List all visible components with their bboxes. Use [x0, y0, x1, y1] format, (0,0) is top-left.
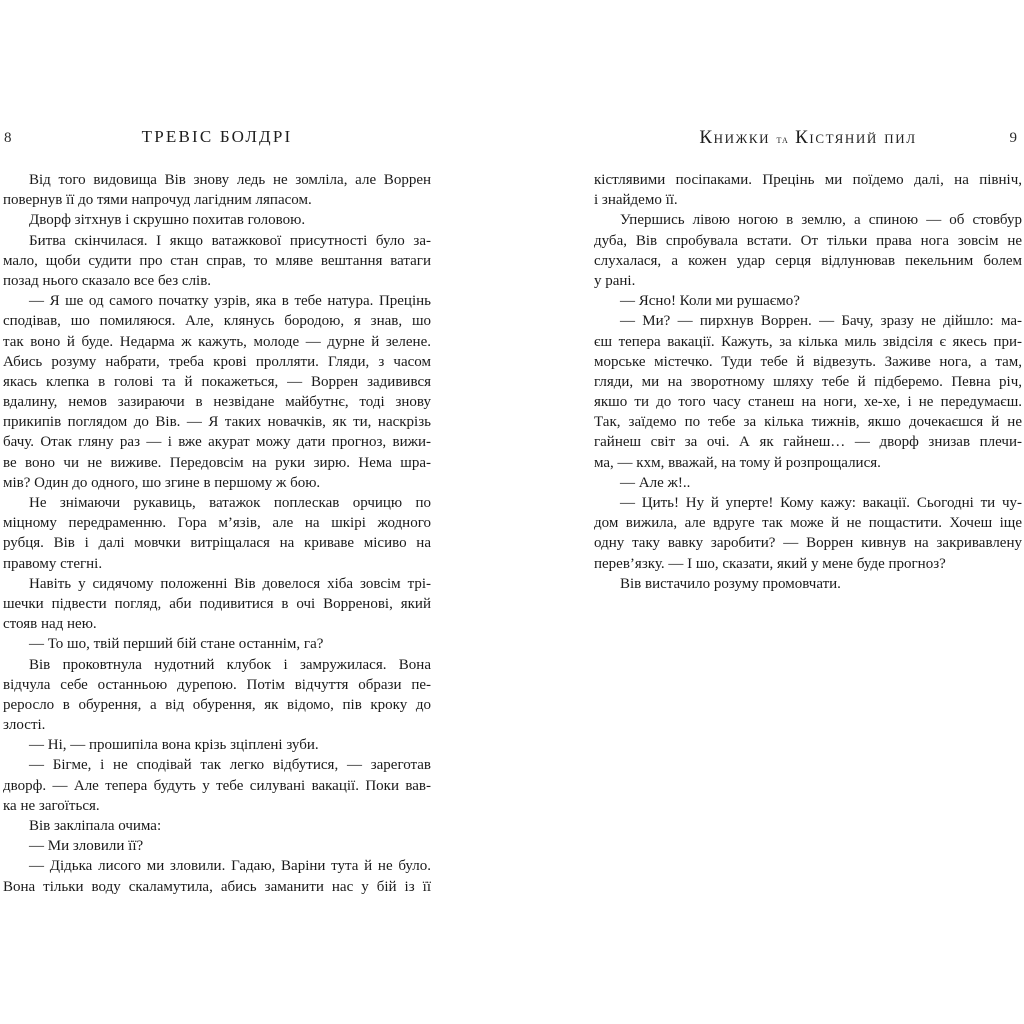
right-page-number: 9 [1009, 130, 1017, 146]
text-line: мів? Один до одного, шо згине в першому ж бою. [3, 474, 321, 491]
header-title-word: Кістяний пил [795, 127, 917, 148]
text-line: якась клепка в голові та й покажеться, — Воррен задивився [3, 373, 431, 390]
right-page-body [594, 170, 1022, 594]
text-line: — Цить! Ну й уперте! Кому кажу: вакації. Сьогодні ти чу- [620, 495, 1022, 511]
paragraph [594, 311, 1022, 473]
text-line: стояв над нею. [3, 616, 97, 633]
text-line: — Ні, — прошипіла вона крізь зціплені зуби. [29, 737, 319, 754]
paragraph [3, 634, 431, 654]
text-line: Упершись лівою ногою в землю, а спиною — об стовбур [620, 212, 1022, 229]
text-line: Абись розуму набрати, треба крові пролляти. Гляди, з часом [3, 353, 431, 370]
left-page [3, 127, 431, 897]
text-line: правому стегні. [3, 555, 103, 572]
paragraph [594, 473, 1022, 493]
text-line: гайнеш світ за очі. А як гайнеш… — дворф знизав плечи- [594, 434, 1022, 451]
text-line: — Дідька лисого ми зловили. Гадаю, Варіни тута й не було. [29, 858, 431, 875]
text-line: ма, — кхм, вважай, на тому й розпрощалися. [594, 454, 881, 471]
text-line: єш тепера вакації. Кажуть, за кілька миль звідсіля є якесь при- [594, 333, 1022, 350]
text-line: — То шо, твій перший бій стане останнім, га? [29, 636, 324, 653]
right-running-header [594, 127, 1022, 149]
right-page-header [594, 127, 1022, 149]
text-line: рубця. Вів і далі мовчки витріщалася на криваве місиво на [3, 535, 431, 552]
text-line: так воно й буде. Недарма ж кажуть, молоде — дурне й зелене. [3, 333, 431, 350]
paragraph [3, 170, 431, 210]
text-line: бачу. Отак гляну раз — і вже акурат можу дати прогноз, вижи- [3, 434, 431, 451]
text-line: кістлявими посіпаками. Прецінь ми поїдемо далі, на північ, [594, 172, 1022, 188]
text-line: сподівав, шо помиляюся. Але, клянусь бородою, я знав, шо [3, 313, 431, 330]
paragraph [594, 574, 1022, 594]
text-line: гляди, ми на зворотному шляху тебе й підберемо. Певна річ, [594, 373, 1022, 390]
text-line: вдалину, немов зазираючи в незвідане майбутнє, тоді знову [3, 394, 431, 411]
paragraph [594, 170, 1022, 210]
text-line: — Ясно! Коли ми рушаємо? [620, 293, 800, 310]
paragraph [3, 755, 431, 816]
text-line: дворф. — Але тепера будуть у тебе силувані вакації. Поки вав- [3, 777, 431, 794]
paragraph [594, 493, 1022, 574]
paragraph [3, 856, 431, 896]
text-line: повернув її до тями напрочуд лагідним ляпасом. [3, 192, 312, 209]
text-line: якшо ти до того часу станеш на ноги, хе-хе, і не передумаєш. [594, 394, 1022, 411]
text-line: Вів закліпала очима: [29, 818, 162, 834]
paragraph [3, 231, 431, 292]
text-line: Навіть у сидячому положенні Вів довелося хіба зовсім трі- [29, 575, 431, 592]
text-line: Битва скінчилася. І якщо ватажкової присутності було за- [29, 232, 431, 249]
text-line: мало, щоби судити про стан справ, то мляве вештання ватаги [3, 252, 431, 269]
text-line: у рані. [594, 272, 636, 289]
paragraph [3, 210, 431, 230]
paragraph [594, 291, 1022, 311]
text-line: — Ми? — пирхнув Воррен. — Бачу, зразу не дійшло: ма- [620, 313, 1022, 330]
text-line: дом вижила, але вдруге так може й не пощастити. Хочеш іще [594, 515, 1022, 532]
text-line: шечки підвести погляд, аби подивитися в очі Ворренові, який [3, 595, 431, 612]
text-line: Вів проковтнула нудотний клубок і замружилася. Вона [29, 656, 431, 673]
paragraph [3, 836, 431, 856]
text-line: дуба, Вів спробувала встати. От тільки права нога зовсім не [594, 232, 1022, 249]
paragraph [3, 493, 431, 574]
text-line: Від того видовища Вів знову ледь не зомліла, але Воррен [29, 172, 431, 188]
text-line: Вона тільки воду скаламутила, абись заманити нас у бій із її [3, 878, 431, 895]
text-line: Не знімаючи рукавиць, ватажок поплескав орчицю по [29, 495, 431, 511]
paragraph [3, 816, 431, 836]
text-line: ка не загоїться. [3, 797, 100, 814]
text-line: — Ми зловили її? [29, 838, 144, 855]
left-page-header [3, 127, 431, 149]
text-line: міцному передраменню. Гора м’язів, але на шкірі жодного [3, 515, 431, 532]
left-page-body [3, 170, 431, 897]
text-line: Вів вистачило розуму промовчати. [620, 575, 841, 592]
text-line: прикипів поглядом до Вів. — Я таких новачків, як ти, наскрізь [3, 414, 431, 431]
text-line: позад нього сказало все без слів. [3, 272, 212, 289]
paragraph [3, 735, 431, 755]
paragraph [3, 655, 431, 736]
text-line: одну таку вавку заробити? — Воррен кивнув на закривавлену [594, 535, 1022, 552]
paragraph [594, 210, 1022, 291]
paragraph [3, 291, 431, 493]
text-line: реросло в обурення, а від обурення, як відомо, пів кроку до [3, 696, 431, 713]
right-page [594, 127, 1022, 594]
text-line: — Я ше од самого початку узрів, яка в тебе натура. Прецінь [29, 293, 431, 310]
paragraph [3, 574, 431, 635]
text-line: Так, заїдемо по тебе за кілька тижнів, якшо дочекаєшся й не [594, 414, 1022, 431]
text-line: — Але ж!.. [620, 474, 691, 491]
text-line: Дворф зітхнув і скрушно похитав головою. [29, 212, 306, 229]
text-line: і знайдемо її. [594, 192, 678, 209]
header-title-word: Книжки [699, 127, 771, 148]
text-line: — Бігме, і не сподівай так легко відбутися, — зареготав [29, 757, 431, 774]
text-line: злості. [3, 717, 46, 734]
text-line: морське містечко. Туди тебе й відвезуть. Заживе нога, а там, [594, 353, 1022, 370]
text-line: перев’язку. — І шо, сказати, який у мене буде прогноз? [594, 555, 946, 572]
text-line: ве воно чи не виживе. Передовсім на руки зирю. Нема шра- [3, 454, 431, 471]
text-line: слухалася, а кожен удар серця відлунював пекельним болем [594, 252, 1022, 269]
header-title-conjunction: та [776, 134, 789, 146]
left-page-number: 8 [4, 130, 12, 146]
text-line: відчула себе останньою дурепою. Потім відчуття образи пе- [3, 676, 431, 693]
left-running-header: ТРЕВІС БОЛДРІ [141, 127, 293, 146]
